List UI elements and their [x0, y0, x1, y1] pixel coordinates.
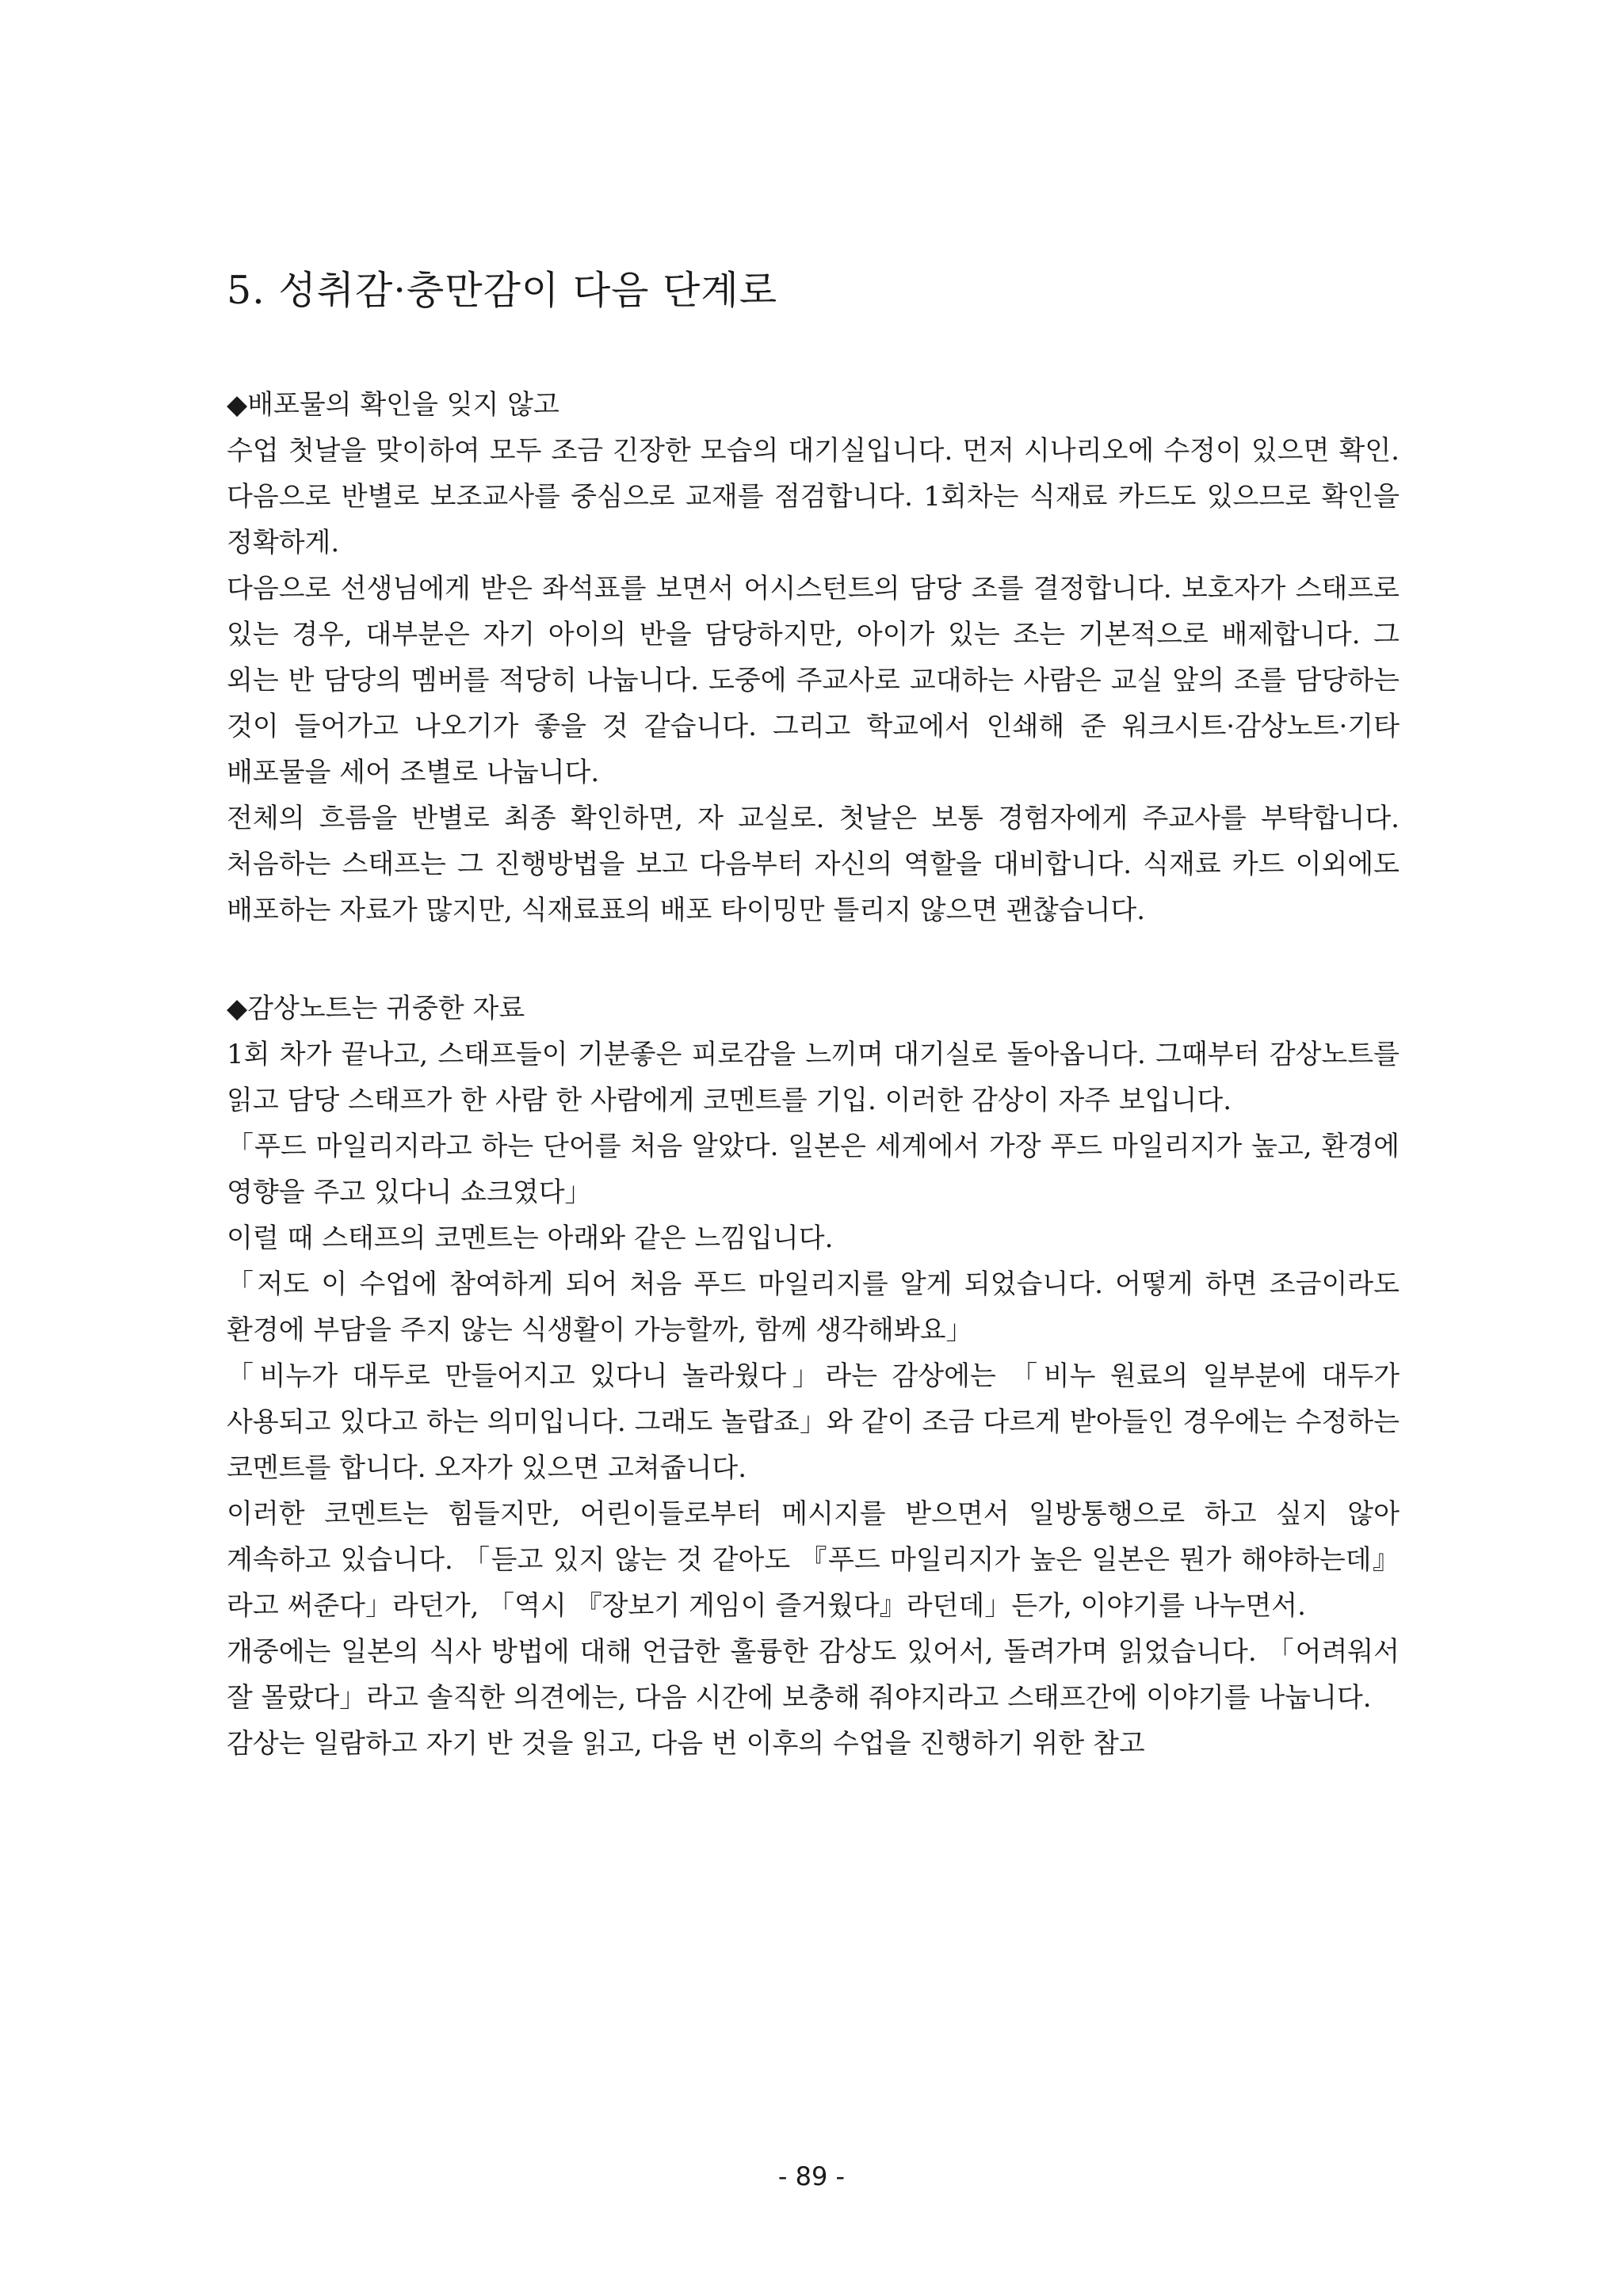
paragraph: 수업 첫날을 맞이하여 모두 조금 긴장한 모습의 대기실입니다. 먼저 시나리오에 수정이 있으면 확인. 다음으로 반별로 보조교사를 중심으로 교재를 점검합니다. 1회차는 식재료 카드도 있으므로 확인을 정확하게. — [227, 435, 1400, 559]
paragraph: 1회 차가 끝나고, 스태프들이 기분좋은 피로감을 느끼며 대기실로 돌아옵니다. 그때부터 감상노트를 읽고 담당 스태프가 한 사람 한 사람에게 코멘트를 기입. 이러한 감상이 자주 보입니다. — [227, 1039, 1400, 1116]
paragraph: 감상는 일람하고 자기 반 것을 읽고, 다음 번 이후의 수업을 진행하기 위한 참고 — [227, 1728, 1145, 1760]
quote-paragraph: 「푸드 마일리지라고 하는 단어를 처음 알았다. 일본은 세계에서 가장 푸드 마일리지가 높고, 환경에 영향을 주고 있다니 쇼크였다」 — [227, 1131, 1400, 1208]
section-handouts — [227, 382, 1400, 933]
quote-paragraph: 「저도 이 수업에 참여하게 되어 처음 푸드 마일리지를 알게 되었습니다. 어떻게 하면 조금이라도 환경에 부담을 주지 않는 식생활이 가능할까, 함께 생각해봐요」 — [227, 1268, 1400, 1346]
paragraph: 이러한 코멘트는 힘들지만, 어린이들로부터 메시지를 받으면서 일방통행으로 하고 싶지 않아 계속하고 있습니다. 「듣고 있지 않는 것 같아도 『푸드 마일리지가 높은 일본은 뭔가 해야하는데』라고 써준다」라던가, 「역시 『장보기 게임이 즐거웠다』라던데」든가, 이야기를 나누면서. — [227, 1498, 1400, 1622]
section-impression-notes — [227, 986, 1400, 1767]
chapter-title: 5. 성취감·충만감이 다음 단계로 — [227, 268, 778, 313]
section-heading: ◆배포물의 확인을 잊지 않고 — [227, 389, 559, 421]
section-heading: ◆감상노트는 귀중한 자료 — [227, 993, 525, 1024]
paragraph: 다음으로 선생님에게 받은 좌석표를 보면서 어시스턴트의 담당 조를 결정합니다. 보호자가 스태프로 있는 경우, 대부분은 자기 아이의 반을 담당하지만, 아이가 있는 조는 기본적으로 배제합니다. 그 외는 반 담당의 멤버를 적당히 나눕니다. 도중에 주교사로 교대하는 사람은 교실 앞의 조를 담당하는 것이 들어가고 나오기가 좋을 것 같습니다. 그리고 학교에서 인쇄해 준 워크시트·감상노트·기타 배포물을 세어 조별로 나눕니다. — [227, 573, 1400, 788]
paragraph: 이럴 때 스태프의 코멘트는 아래와 같은 느낌입니다. — [227, 1222, 834, 1254]
paragraph: 전체의 흐름을 반별로 최종 확인하면, 자 교실로. 첫날은 보통 경험자에게 주교사를 부탁합니다. 처음하는 스태프는 그 진행방법을 보고 다음부터 자신의 역할을 대비합니다. 식재료 카드 이외에도 배포하는 자료가 많지만, 식재료표의 배포 타이밍만 틀리지 않으면 괜찮습니다. — [227, 803, 1400, 926]
page-content — [227, 255, 1400, 1819]
paragraph: 개중에는 일본의 식사 방법에 대해 언급한 훌륭한 감상도 있어서, 돌려가며 읽었습니다. 「어려워서 잘 몰랐다」라고 솔직한 의견에는, 다음 시간에 보충해 줘야지라고 스태프간에 이야기를 나눕니다. — [227, 1636, 1400, 1714]
page-number: - 89 - — [777, 2161, 846, 2191]
quote-paragraph: 「비누가 대두로 만들어지고 있다니 놀라웠다」라는 감상에는 「비누 원료의 일부분에 대두가 사용되고 있다고 하는 의미입니다. 그래도 놀랍죠」와 같이 조금 다르게 받아들인 경우에는 수정하는 코멘트를 합니다. 오자가 있으면 고쳐줍니다. — [227, 1360, 1400, 1484]
